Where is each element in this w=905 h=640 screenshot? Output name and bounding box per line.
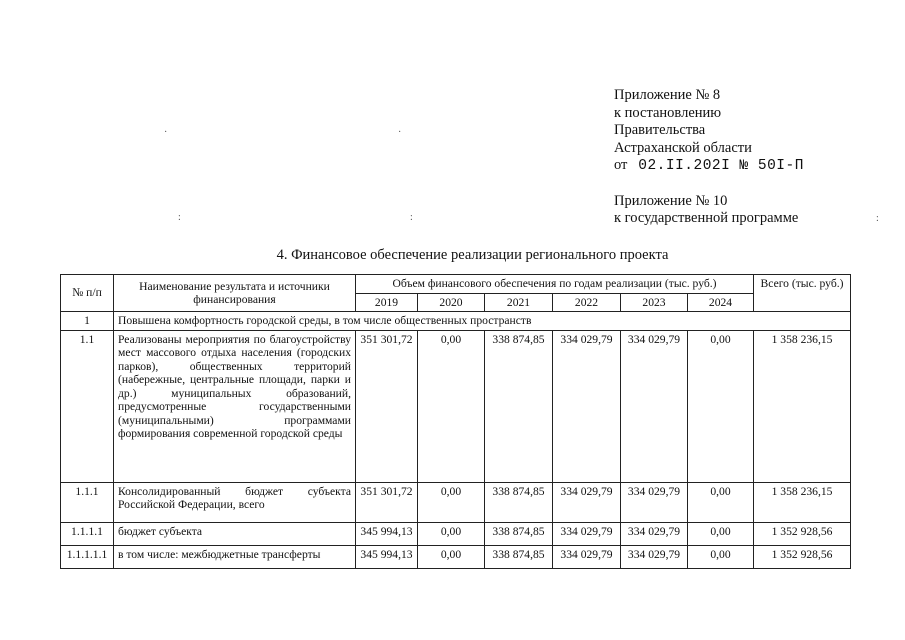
appendix-header bbox=[614, 87, 804, 228]
header-year: 2023 bbox=[621, 293, 688, 312]
row-total: 1 352 928,56 bbox=[754, 522, 851, 545]
header-years-group: Объем финансового обеспечения по годам реализации (тыс. руб.) bbox=[356, 275, 754, 294]
row-value: 334 029,79 bbox=[553, 330, 621, 482]
row-total: 1 352 928,56 bbox=[754, 545, 851, 568]
row-num: 1.1 bbox=[61, 330, 114, 482]
date-prefix: от bbox=[614, 157, 628, 173]
row-value: 0,00 bbox=[688, 482, 754, 522]
scan-speck: : bbox=[876, 213, 879, 224]
row-value: 351 301,72 bbox=[356, 482, 418, 522]
table-row bbox=[61, 545, 851, 568]
row-name: в том числе: межбюджетные трансферты bbox=[114, 545, 356, 568]
header-line: к государственной программе bbox=[614, 210, 799, 226]
header-total: Всего (тыс. руб.) bbox=[754, 275, 851, 312]
row-value: 338 874,85 bbox=[485, 545, 553, 568]
row-name: Реализованы мероприятия по благоустройству мест массового отдыха населения (городских парков), общественных территорий (набережные, центральные площади, парки и др.) муниципальных образований, предусмотренные государственными (муниципальными) программами формирования современной городской среды bbox=[114, 330, 356, 482]
row-total: 1 358 236,15 bbox=[754, 330, 851, 482]
row-value: 0,00 bbox=[418, 522, 485, 545]
header-num: № п/п bbox=[61, 275, 114, 312]
row-value: 334 029,79 bbox=[553, 482, 621, 522]
financing-table bbox=[60, 274, 851, 569]
header-year: 2019 bbox=[356, 293, 418, 312]
row-num: 1.1.1.1.1 bbox=[61, 545, 114, 568]
row-value: 345 994,13 bbox=[356, 522, 418, 545]
section-row bbox=[61, 312, 851, 331]
table-row bbox=[61, 330, 851, 482]
section-num: 1 bbox=[61, 312, 114, 331]
row-num: 1.1.1.1 bbox=[61, 522, 114, 545]
date-stamp: 02.II.202I № 50I-П bbox=[638, 158, 804, 174]
scan-speck: · bbox=[398, 127, 402, 138]
row-value: 338 874,85 bbox=[485, 522, 553, 545]
header-date-line bbox=[614, 157, 804, 176]
row-value: 338 874,85 bbox=[485, 482, 553, 522]
header-year: 2020 bbox=[418, 293, 485, 312]
row-value: 334 029,79 bbox=[553, 522, 621, 545]
row-value: 0,00 bbox=[688, 522, 754, 545]
header-name: Наименование результата и источники финансирования bbox=[114, 275, 356, 312]
header-line: Приложение № 8 bbox=[614, 87, 721, 103]
row-total: 1 358 236,15 bbox=[754, 482, 851, 522]
scan-speck: : bbox=[410, 212, 413, 223]
section-text: Повышена комфортность городской среды, в том числе общественных пространств bbox=[114, 312, 851, 331]
table-header-row bbox=[61, 275, 851, 294]
scan-speck: · bbox=[164, 127, 168, 138]
row-value: 338 874,85 bbox=[485, 330, 553, 482]
header-line: к постановлению bbox=[614, 104, 722, 121]
scan-speck: : bbox=[178, 212, 181, 223]
row-value: 334 029,79 bbox=[621, 522, 688, 545]
row-value: 0,00 bbox=[418, 545, 485, 568]
row-value: 334 029,79 bbox=[553, 545, 621, 568]
row-name: бюджет субъекта bbox=[114, 522, 356, 545]
row-num: 1.1.1 bbox=[61, 482, 114, 522]
header-year: 2021 bbox=[485, 293, 553, 312]
row-value: 0,00 bbox=[418, 482, 485, 522]
table-row bbox=[61, 522, 851, 545]
section-title: 4. Финансовое обеспечение реализации регионального проекта bbox=[276, 247, 669, 263]
header-line: Приложение № 10 bbox=[614, 192, 728, 209]
row-value: 345 994,13 bbox=[356, 545, 418, 568]
header-year: 2022 bbox=[553, 293, 621, 312]
row-value: 334 029,79 bbox=[621, 545, 688, 568]
header-line: Правительства bbox=[614, 122, 706, 138]
row-value: 334 029,79 bbox=[621, 482, 688, 522]
row-value: 351 301,72 bbox=[356, 330, 418, 482]
row-value: 0,00 bbox=[688, 545, 754, 568]
header-year: 2024 bbox=[688, 293, 754, 312]
row-value: 0,00 bbox=[418, 330, 485, 482]
row-value: 0,00 bbox=[688, 330, 754, 482]
row-value: 334 029,79 bbox=[621, 330, 688, 482]
row-name: Консолидированный бюджет субъекта Российской Федерации, всего bbox=[114, 482, 356, 522]
header-line: Астраханской области bbox=[614, 139, 752, 156]
table-row bbox=[61, 482, 851, 522]
